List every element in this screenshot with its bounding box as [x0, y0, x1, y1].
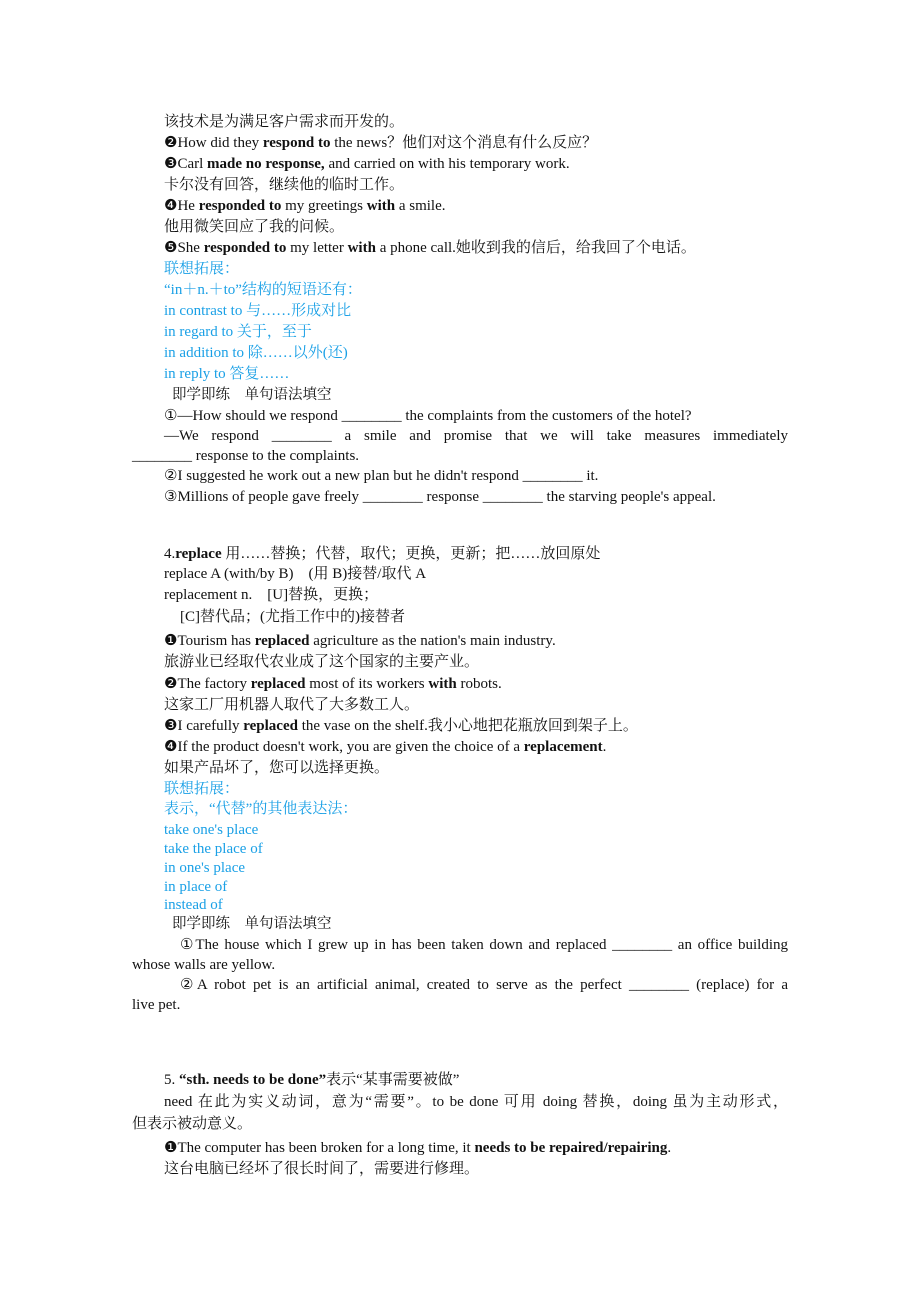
text-segment: 如果产品坏了，您可以选择更换。: [164, 760, 390, 776]
extension-line: [164, 301, 351, 321]
text-line: [164, 652, 479, 672]
text-segment: agriculture as the nation's main industry.: [309, 633, 556, 649]
bold-phrase: respond to: [262, 135, 331, 151]
text-segment: ①—How should we respond ________ the complaints from the customers of the hotel?: [164, 408, 692, 424]
bold-phrase: “sth. needs to be done”: [179, 1072, 327, 1088]
text-segment: ❺She: [164, 240, 204, 256]
text-line: [132, 1114, 252, 1134]
text-segment: in one's place: [164, 860, 246, 876]
text-line: [164, 737, 606, 757]
text-segment: take the place of: [164, 841, 263, 857]
text-segment: in reply to 答复……: [164, 366, 290, 382]
bold-phrase: replaced: [243, 718, 298, 734]
text-segment: and carried on with his temporary work.: [324, 156, 570, 172]
extension-line: [164, 280, 362, 300]
text-line: [180, 975, 788, 995]
text-segment: replace A (with/by B) (用 B)接替/取代 A: [164, 566, 427, 582]
text-line: [164, 133, 597, 153]
text-line: [164, 112, 404, 132]
text-line: [164, 1070, 459, 1090]
text-segment: live pet.: [132, 997, 181, 1013]
text-segment: “in＋n.＋to”结构的短语还有：: [164, 282, 362, 298]
text-segment: 卡尔没有回答，继续他的临时工作。: [164, 177, 405, 193]
extension-line: [164, 877, 227, 897]
exercise-heading: [172, 914, 332, 934]
extension-line: [164, 895, 223, 915]
text-segment: 4.: [164, 546, 176, 562]
text-segment: 联想拓展：: [164, 781, 240, 797]
text-segment: 5.: [164, 1072, 179, 1088]
extension-line: [164, 259, 239, 279]
text-segment: .: [667, 1140, 672, 1156]
text-segment: [C]替代品；(尤指工作中的)接替者: [180, 609, 405, 625]
text-segment: —We respond ________ a smile and promise that we will take measures immediately: [164, 428, 788, 444]
text-segment: 这台电脑已经坏了很长时间了，需要进行修理。: [164, 1161, 480, 1177]
text-segment: ②A robot pet is an artificial animal, created to serve as the perfect ________ (replace) for a: [180, 977, 788, 993]
text-segment: ❸I carefully: [164, 718, 244, 734]
text-segment: ③Millions of people gave freely ________ response ________ the starving people's appeal.: [164, 489, 716, 505]
bold-phrase: responded to: [198, 198, 282, 214]
text-line: [180, 935, 788, 955]
text-segment: .: [602, 739, 607, 755]
text-segment: my greetings: [281, 198, 367, 214]
text-segment: 即学即练 单句语法填空: [172, 916, 332, 932]
text-line: [164, 217, 344, 237]
text-segment: 他用微笑回应了我的问候。: [164, 219, 345, 235]
text-segment: 表示“某事需要被做”: [326, 1072, 460, 1088]
text-line: [164, 238, 696, 258]
text-segment: my letter: [286, 240, 348, 256]
text-line: [164, 631, 556, 651]
text-segment: 用……替换；代替，取代；更换，更新；把……放回原处: [221, 546, 601, 562]
text-segment: a phone call.她收到我的信后，给我回了个电话。: [375, 240, 696, 256]
text-segment: instead of: [164, 897, 223, 913]
text-line: [164, 175, 404, 195]
text-line: [132, 446, 359, 466]
extension-line: [164, 343, 348, 363]
text-segment: ❸Carl: [164, 156, 208, 172]
text-line: [164, 426, 788, 446]
text-segment: in addition to 除……以外(还): [164, 345, 348, 361]
text-line: [164, 466, 598, 486]
text-segment: ❹He: [164, 198, 199, 214]
text-segment: ②I suggested he work out a new plan but he didn't respond ________ it.: [164, 468, 599, 484]
text-line: [164, 585, 378, 605]
bold-phrase: made no response,: [207, 156, 325, 172]
text-segment: 这家工厂用机器人取代了大多数工人。: [164, 697, 420, 713]
extension-line: [164, 364, 289, 384]
text-segment: 旅游业已经取代农业成了这个国家的主要产业。: [164, 654, 480, 670]
text-line: [164, 564, 426, 584]
text-segment: the news？他们对这个消息有什么反应？: [330, 135, 598, 151]
text-line: [164, 406, 692, 426]
bold-phrase: replace: [175, 546, 222, 562]
text-segment: ❷The factory: [164, 676, 251, 692]
text-segment: ________ response to the complaints.: [132, 448, 360, 464]
extension-line: [164, 820, 258, 840]
text-line: [164, 716, 638, 736]
text-segment: ❶The computer has been broken for a long time, it: [164, 1140, 475, 1156]
text-segment: need 在此为实义动词，意为“需要”。to be done 可用 doing 替换，doing 虽为主动形式，: [164, 1094, 788, 1110]
text-line: [164, 674, 502, 694]
text-segment: in place of: [164, 879, 228, 895]
extension-line: [164, 799, 357, 819]
bold-phrase: needs to be repaired/repairing: [474, 1140, 668, 1156]
text-segment: ❹If the product doesn't work, you are given the choice of a: [164, 739, 524, 755]
text-line: [164, 1092, 788, 1112]
text-line: [164, 487, 716, 507]
text-segment: in contrast to 与……形成对比: [164, 303, 352, 319]
text-segment: 联想拓展：: [164, 261, 240, 277]
text-segment: take one's place: [164, 822, 259, 838]
text-line: [180, 607, 405, 627]
bold-phrase: responded to: [203, 240, 287, 256]
text-segment: robots.: [456, 676, 502, 692]
text-line: [164, 1138, 671, 1158]
extension-line: [164, 858, 245, 878]
extension-line: [164, 839, 263, 859]
text-segment: ❷How did they: [164, 135, 263, 151]
text-segment: most of its workers: [305, 676, 429, 692]
text-segment: ❶Tourism has: [164, 633, 255, 649]
text-segment: whose walls are yellow.: [132, 957, 276, 973]
text-segment: in regard to 关于，至于: [164, 324, 312, 340]
text-line: [164, 196, 446, 216]
text-line: [132, 955, 275, 975]
bold-phrase: with: [366, 198, 396, 214]
extension-line: [164, 322, 312, 342]
text-segment: ①The house which I grew up in has been taken down and replaced ________ an office building: [180, 937, 788, 953]
exercise-heading: [172, 385, 332, 405]
bold-phrase: replaced: [250, 676, 306, 692]
text-segment: 该技术是为满足客户需求而开发的。: [164, 114, 405, 130]
bold-phrase: replacement: [523, 739, 603, 755]
text-line: [164, 544, 600, 564]
text-line: [164, 154, 570, 174]
text-line: [164, 1159, 479, 1179]
bold-phrase: with: [428, 676, 457, 692]
text-segment: a smile.: [395, 198, 446, 214]
text-line: [164, 695, 419, 715]
text-segment: 即学即练 单句语法填空: [172, 387, 332, 403]
text-segment: replacement n. [U]替换，更换；: [164, 587, 379, 603]
text-line: [132, 995, 180, 1015]
text-segment: 表示，“代替”的其他表达法：: [164, 801, 358, 817]
text-line: [164, 758, 389, 778]
text-segment: the vase on the shelf.我小心地把花瓶放回到架子上。: [297, 718, 638, 734]
text-segment: 但表示被动意义。: [132, 1116, 253, 1132]
bold-phrase: replaced: [254, 633, 310, 649]
bold-phrase: with: [347, 240, 376, 256]
extension-line: [164, 779, 239, 799]
